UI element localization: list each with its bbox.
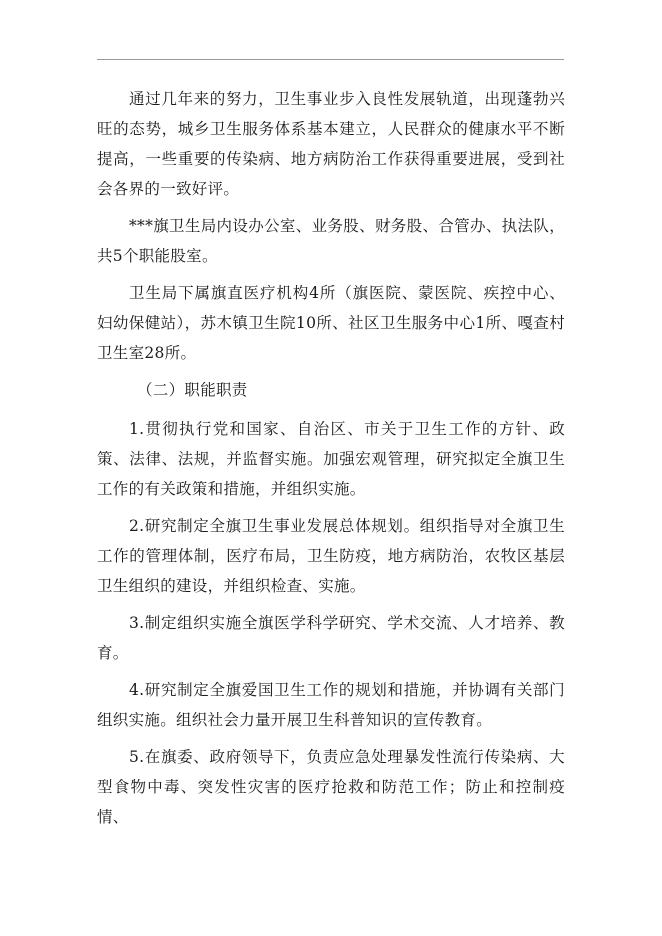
section-heading-duties: （二）职能职责 [137, 381, 248, 399]
document-body [97, 84, 565, 839]
duty-item-1: 1.贯彻执行党和国家、自治区、市关于卫生工作的方针、政策、法律、法规，并监督实施。加强宏观管理，研究拟定全旗卫生工作的有关政策和措施，并组织实施。 [97, 420, 565, 498]
duty-item-3: 3.制定组织实施全旗医学科学研究、学术交流、人才培养、教育。 [97, 614, 565, 662]
duty-item-5: 5.在旗委、政府领导下，负责应急处理暴发性流行传染病、大型食物中毒、突发性灾害的医疗抢救和防范工作；防止和控制疫情、 [97, 748, 565, 826]
duty-item-2: 2.研究制定全旗卫生事业发展总体规划。组织指导对全旗卫生工作的管理体制，医疗布局，卫生防疫，地方病防治，农牧区基层卫生组织的建设，并组织检查、实施。 [97, 517, 565, 595]
header-rule [97, 59, 564, 60]
paragraph-intro: 通过几年来的努力，卫生事业步入良性发展轨道，出现蓬勃兴旺的态势，城乡卫生服务体系基本建立，人民群众的健康水平不断提高，一些重要的传染病、地方病防治工作获得重要进展，受到社会各界的一致好评。 [97, 90, 565, 198]
paragraph-affiliated-institutions: 卫生局下属旗直医疗机构4所（旗医院、蒙医院、疾控中心、妇幼保健站），苏木镇卫生院10所、社区卫生服务中心1所、嘎查村卫生室28所。 [97, 284, 565, 362]
duty-item-4: 4.研究制定全旗爱国卫生工作的规划和措施，并协调有关部门组织实施。组织社会力量开展卫生科普知识的宣传教育。 [97, 681, 565, 729]
paragraph-internal-departments: ***旗卫生局内设办公室、业务股、财务股、合管办、执法队，共5个职能股室。 [97, 217, 565, 265]
